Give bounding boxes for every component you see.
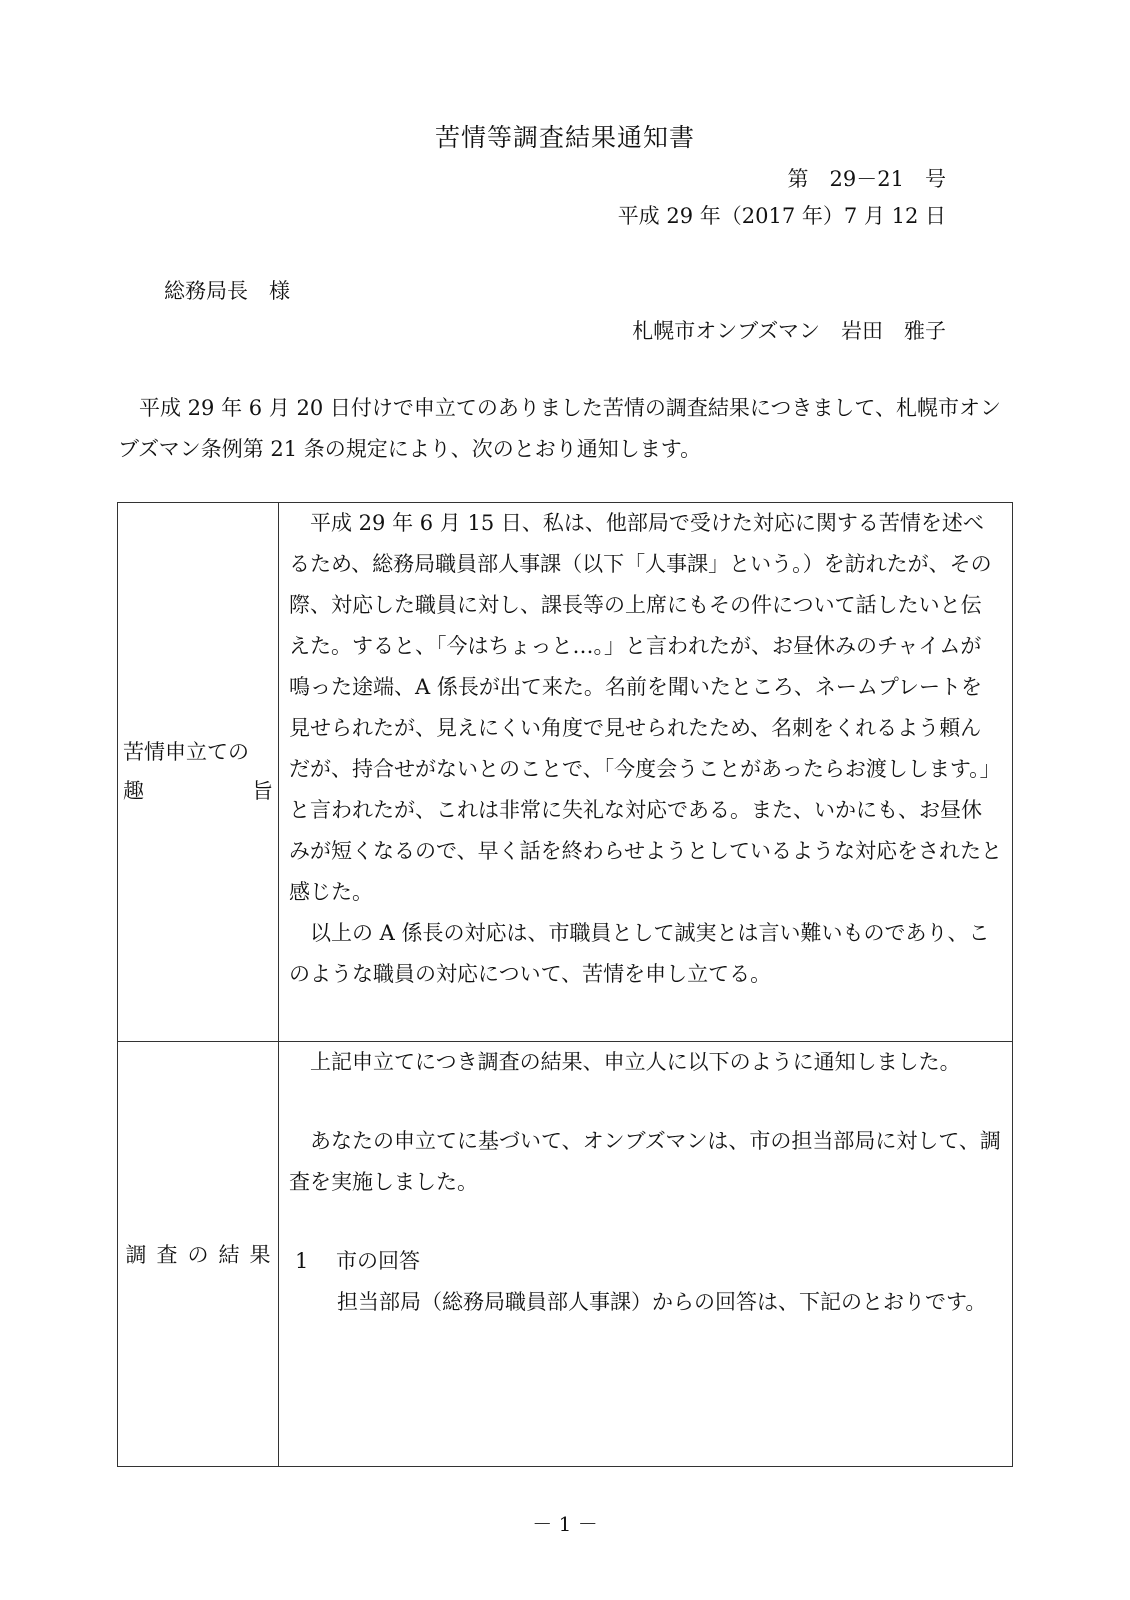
result-body-cell [279,1042,1013,1467]
complaint-label-char-b: 旨 [252,779,273,803]
complaint-paragraph-1: 平成 29 年 6 月 15 日、私は、他部局で受けた対応に関する苦情を述べるため、総務局職員部人事課（以下「人事課」という。）を訪れたが、その際、対応した職員に対し、課長等の上席にもその件について話したいと伝えた。すると、「今はちょっと…。」と言われたが、お昼休みのチャイムが鳴った途端、A 係長が出て来た。名前を聞いたところ、ネームプレートを見せられたが、見えにくい角度で見せられたため、名刺をくれるよう頼んだが、持合せがないとのことで、「今度会うことがあったらお渡しします。」と言われたが、これは非常に失礼な対応である。また、いかにも、お昼休みが短くなるので、早く話を終わらせようとしているような対応をされたと感じた。 [289,511,1002,904]
complaint-body-cell [279,503,1013,1042]
result-label-char: の [187,1243,209,1267]
result-label-char: 果 [249,1243,271,1267]
document-date: 平成 29 年（2017 年）7 月 12 日 [617,204,946,228]
complaint-label-cell [118,503,279,1042]
result-label [126,1239,271,1269]
spacer [289,1203,1002,1241]
intro-paragraph [118,388,1018,470]
spacer [289,1083,1002,1121]
complaint-label-char-a: 趣 [123,779,144,803]
result-label-char: 調 [125,1243,147,1267]
result-table [117,502,1013,1467]
complaint-label-line2 [123,772,273,811]
intro-text: 平成 29 年 6 月 20 日付けで申立てのありました苦情の調査結果につきまして、札幌市オンブズマン条例第 21 条の規定により、次のとおり通知します。 [118,396,1002,461]
item-1-heading: 1 市の回答 [295,1249,421,1273]
complaint-row [118,503,1013,1042]
complaint-paragraph-2: 以上の A 係長の対応は、市職員として誠実とは言い難いものであり、このような職員の対応について、苦情を申し立てる。 [289,921,990,986]
page-number: － 1 － [532,1512,598,1536]
document-title: 苦情等調査結果通知書 [434,123,695,152]
item-1-body: 担当部局（総務局職員部人事課）からの回答は、下記のとおりです。 [337,1290,987,1314]
result-paragraph-1: 上記申立てにつき調査の結果、申立人に以下のように通知しました。 [310,1050,961,1074]
result-row [118,1042,1013,1467]
result-label-char: 査 [156,1243,178,1267]
sender: 札幌市オンブズマン 岩田 雅子 [632,319,946,343]
complaint-label-line1: 苦情申立ての [123,740,249,764]
result-paragraph-2: あなたの申立てに基づいて、オンブズマンは、市の担当部局に対して、調査を実施しました。 [289,1129,1001,1194]
result-label-char: 結 [218,1243,240,1267]
addressee: 総務局長 様 [164,279,290,303]
complaint-label [123,733,273,811]
document-number: 第 29－21 号 [787,167,946,191]
result-label-cell [118,1042,279,1467]
